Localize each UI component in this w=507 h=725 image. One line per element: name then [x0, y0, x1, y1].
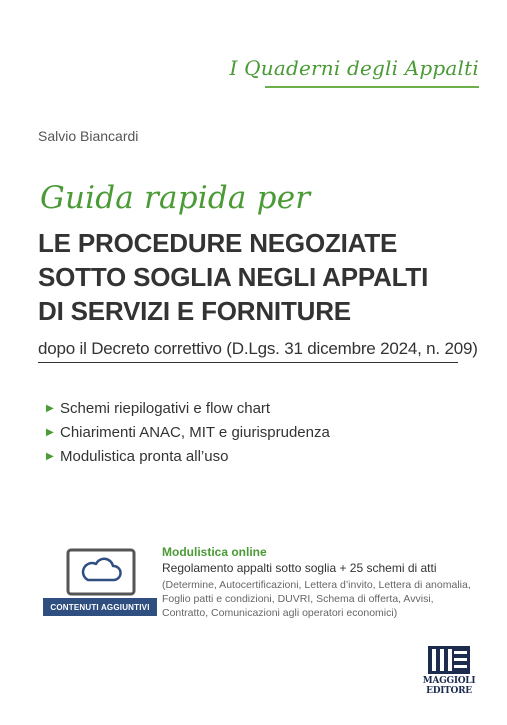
bullet-arrow-icon: ▶: [46, 450, 54, 462]
feature-label: Modulistica pronta all’uso: [60, 447, 229, 465]
publisher-name: [414, 676, 484, 696]
feature-list: [46, 396, 330, 468]
main-title-line-2: SOTTO SOGLIA NEGLI APPALTI: [38, 262, 429, 292]
feature-item: [46, 420, 330, 444]
online-detail: [162, 578, 482, 620]
laptop-cloud-icon: [52, 546, 150, 642]
additional-content-badge: CONTENUTI AGGIUNTIVI: [43, 598, 157, 616]
subtitle: dopo il Decreto correttivo (D.Lgs. 31 dicembre 2024, n. 209): [38, 339, 478, 358]
subtitle-underline: [38, 362, 458, 363]
main-title: [38, 226, 478, 328]
bullet-arrow-icon: ▶: [46, 426, 54, 438]
main-title-line-1: LE PROCEDURE NEGOZIATE: [38, 228, 398, 258]
feature-label: Schemi riepilogativi e flow chart: [60, 399, 271, 417]
feature-item: [46, 444, 330, 468]
online-detail-line: (Determine, Autocertificazioni, Lettera d’invito, Lettera di anomalia,: [162, 579, 471, 591]
publisher-name-line: EDITORE: [426, 686, 472, 696]
series-title: I Quaderni degli Appalti: [229, 56, 479, 80]
online-detail-line: Foglio patti e condizioni, DUVRI, Schema di offerta, Avvisi,: [162, 593, 434, 605]
script-title: Guida rapida per: [40, 180, 311, 216]
online-heading: Modulistica online: [162, 545, 267, 559]
online-detail-line: Contratto, Comunicazioni agli operatori economici): [162, 607, 398, 619]
main-title-line-3: DI SERVIZI E FORNITURE: [38, 296, 351, 326]
feature-item: [46, 396, 330, 420]
series-underline: [265, 86, 479, 88]
publisher-name-line: MAGGIOLI: [422, 676, 476, 686]
feature-label: Chiarimenti ANAC, MIT e giurisprudenza: [60, 423, 330, 441]
bullet-arrow-icon: ▶: [46, 402, 54, 414]
author-name: Salvio Biancardi: [38, 128, 139, 144]
online-main-text: Regolamento appalti sotto soglia + 25 schemi di atti: [162, 561, 437, 575]
